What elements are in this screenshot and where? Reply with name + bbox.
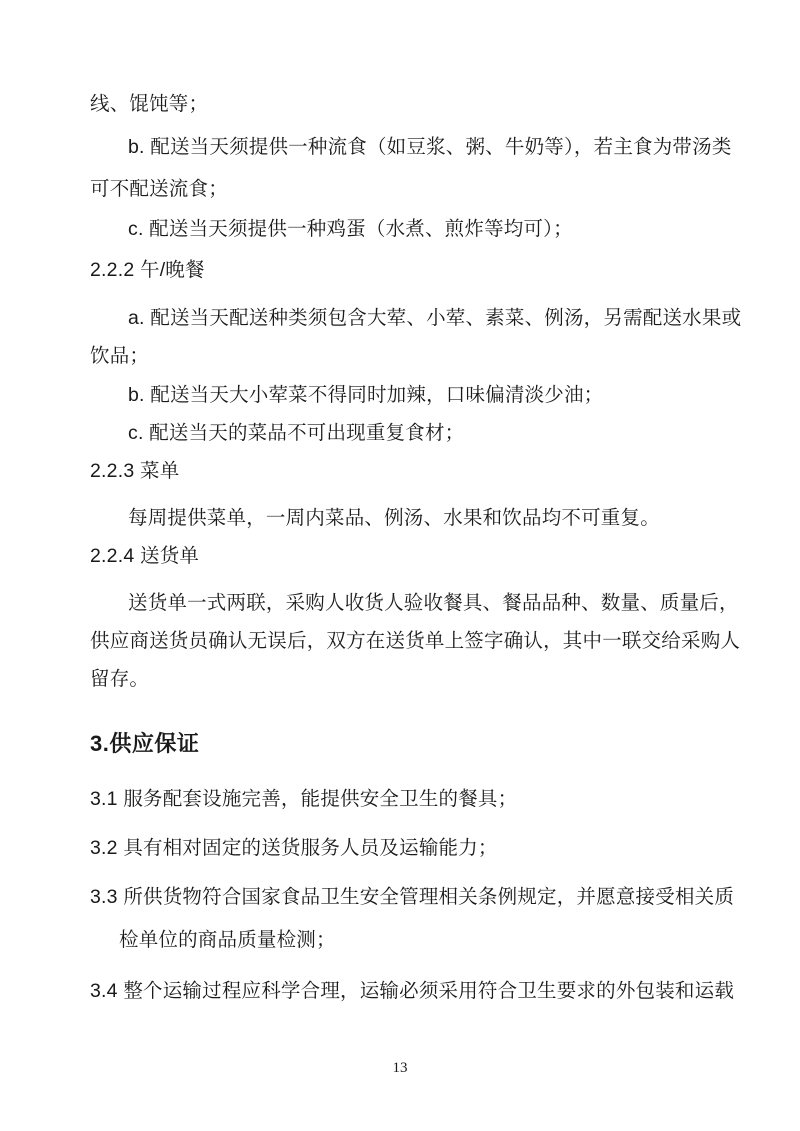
clause-line-b-breakfast: b. 配送当天须提供一种流食（如豆浆、粥、牛奶等），若主食为带汤类 [128, 136, 732, 158]
paragraph-line: 饮品； [90, 345, 150, 367]
paragraph-line-menu: 每周提供菜单，一周内菜品、例汤、水果和饮品均不可重复。 [128, 507, 660, 529]
paragraph-line: 线、馄饨等； [90, 93, 209, 115]
subsection-heading-2-2-2: 2.2.2 午/晚餐 [90, 259, 205, 281]
paragraph-line: 留存。 [90, 668, 150, 690]
paragraph-line-delivery-note: 送货单一式两联，采购人收货人验收餐具、餐品品种、数量、质量后， [128, 592, 739, 614]
clause-line-a-lunch: a. 配送当天配送种类须包含大荤、小荤、素菜、例汤，另需配送水果或 [128, 307, 742, 329]
subsection-heading-2-2-4: 2.2.4 送货单 [90, 545, 200, 567]
paragraph-line: 可不配送流食； [90, 178, 228, 200]
clause-line-c-lunch: c. 配送当天的菜品不可出现重复食材； [128, 422, 465, 444]
page-number: 13 [392, 1060, 408, 1076]
clause-line-3-3: 3.3 所供货物符合国家食品卫生安全管理相关条例规定，并愿意接受相关质 [90, 886, 735, 908]
subsection-heading-2-2-3: 2.2.3 菜单 [90, 460, 180, 482]
clause-line-c-breakfast: c. 配送当天须提供一种鸡蛋（水煮、煎炸等均可）； [128, 218, 573, 240]
clause-line-3-2: 3.2 具有相对固定的送货服务人员及运输能力； [90, 837, 498, 859]
clause-line-3-4: 3.4 整个运输过程应科学合理，运输必须采用符合卫生要求的外包装和运载 [90, 980, 735, 1002]
clause-line-3-3-continuation: 检单位的商品质量检测； [119, 929, 336, 951]
clause-line-b-lunch: b. 配送当天大小荤菜不得同时加辣，口味偏清淡少油； [128, 384, 604, 406]
section-heading-3-supply-guarantee: 3.供应保证 [90, 731, 200, 756]
paragraph-line: 供应商送货员确认无误后，双方在送货单上签字确认，其中一联交给采购人 [90, 630, 741, 652]
clause-line-3-1: 3.1 服务配套设施完善，能提供安全卫生的餐具； [90, 788, 518, 810]
